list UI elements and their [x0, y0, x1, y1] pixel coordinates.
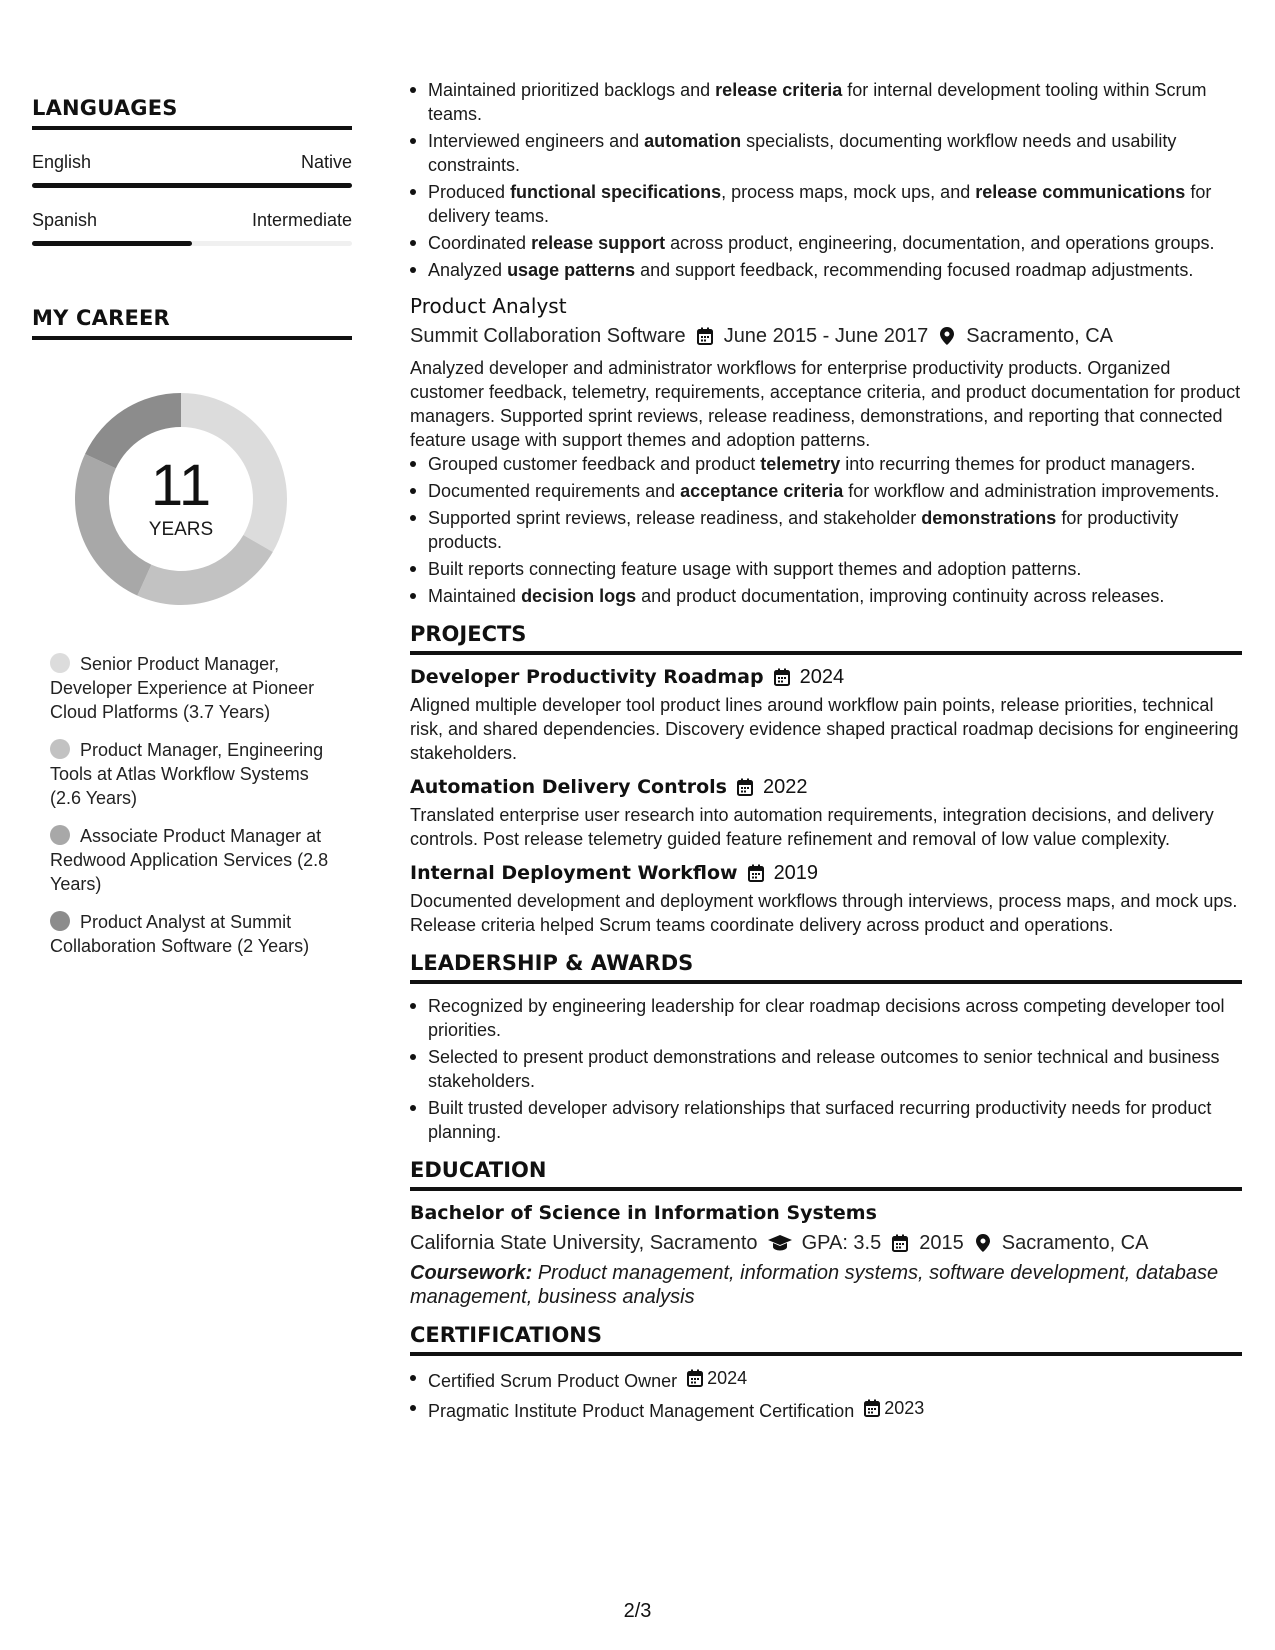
coursework-label: Coursework: [410, 1262, 533, 1284]
legend-dot [50, 653, 70, 673]
list-item [410, 994, 1242, 1042]
bullet-keyword: automation [644, 131, 742, 151]
language-bar [32, 241, 352, 246]
language-name: Spanish [32, 210, 98, 230]
certifications-list [410, 1366, 1242, 1423]
bullet-keyword: acceptance criteria [680, 481, 844, 501]
job-bullets [410, 452, 1242, 608]
project-description: Translated enterprise user research into automation requirements, integration decisions, and delivery controls. Post release telemetry guided feature refinement and removal of low value complexity. [410, 805, 1214, 849]
certification-item [410, 1396, 1242, 1423]
career-legend [50, 652, 340, 958]
certifications-title: CERTIFICATIONS [410, 1323, 1242, 1356]
calendar-icon [748, 864, 764, 882]
bullet-text: and product documentation, improving continuity across releases. [636, 586, 1165, 606]
bullet-text: Maintained [428, 586, 522, 606]
calendar-icon [774, 668, 790, 686]
bullet-text: and support feedback, recommending focused roadmap adjustments. [635, 260, 1194, 280]
education-meta [410, 1231, 1242, 1255]
project-title [410, 861, 1242, 885]
project-name: Automation Delivery Controls [410, 776, 727, 798]
legend-dot [50, 911, 70, 931]
certification-date [687, 1366, 747, 1390]
bullet-text: Coordinated [428, 233, 532, 253]
list-item [410, 258, 1242, 282]
projects-list [410, 665, 1242, 937]
career-legend-item [50, 824, 340, 896]
bullet-text: specialists, documenting workflow needs and usability constraints. [428, 131, 1177, 175]
location-pin-icon [938, 327, 956, 345]
education-year: 2015 [919, 1232, 964, 1254]
calendar-icon [891, 1234, 909, 1252]
bullet-text: Maintained prioritized backlogs and [428, 80, 716, 100]
bullet-keyword: release criteria [715, 80, 843, 100]
career-legend-item [50, 652, 340, 724]
language-name: English [32, 152, 92, 172]
job-location: Sacramento, CA [966, 325, 1114, 347]
calendar-icon [864, 1399, 880, 1417]
education-gpa: GPA: 3.5 [801, 1232, 882, 1254]
job-dates: June 2015 - June 2017 [723, 325, 929, 347]
job-company: Summit Collaboration Software [410, 325, 686, 347]
projects-title: PROJECTS [410, 622, 1242, 655]
legend-label: Senior Product Manager, Developer Experience at Pioneer Cloud Platforms (3.7 Years) [50, 654, 315, 722]
certification-name: Pragmatic Institute Product Management Certification [428, 1401, 855, 1421]
career-unit: YEARS [148, 519, 214, 540]
bullet-keyword: demonstrations [921, 508, 1057, 528]
legend-label: Associate Product Manager at Redwood Application Services (2.8 Years) [50, 826, 329, 894]
certification-year: 2023 [884, 1398, 925, 1418]
calendar-icon [696, 327, 714, 345]
bullet-text: for productivity products. [428, 508, 1179, 552]
legend-label: Product Manager, Engineering Tools at Atlas Workflow Systems (2.6 Years) [50, 740, 324, 808]
project-year: 2024 [799, 666, 845, 688]
career-title: MY CAREER [32, 306, 352, 340]
education-coursework [410, 1261, 1242, 1309]
project-description: Aligned multiple developer tool product lines around workflow pain points, release priorities, technical risk, and shared dependencies. Discovery evidence shaped practical roadmap decisions for engineering stakeholders. [410, 695, 1239, 763]
main-content [410, 78, 1242, 1426]
bullet-text: across product, engineering, documentation, and operations groups. [665, 233, 1215, 253]
bullet-keyword: functional specifications [510, 182, 722, 202]
language-bar-fill [32, 241, 192, 246]
career-legend-item [50, 738, 340, 810]
bullet-keyword: decision logs [521, 586, 637, 606]
page-number: 2/3 [623, 1600, 652, 1622]
project-description: Documented development and deployment workflows through interviews, process maps, and mock ups. Release criteria helped Scrum teams coordinate delivery across product and operations. [410, 891, 1238, 935]
project-year: 2022 [762, 776, 808, 798]
bullet-keyword: release communications [975, 182, 1186, 202]
leadership-title: LEADERSHIP & AWARDS [410, 951, 1242, 984]
sidebar [32, 96, 352, 972]
legend-label: Product Analyst at Summit Collaboration Software (2 Years) [50, 912, 310, 956]
project-name: Internal Deployment Workflow [410, 862, 738, 884]
list-item [410, 129, 1242, 177]
job-summary: Analyzed developer and administrator workflows for enterprise productivity products. Organized customer feedback, telemetry, requirements, acceptance criteria, and product documentation for product managers. Supported sprint reviews, release readiness, demonstrations, and reporting that connected feature usage with support themes and adoption patterns. [410, 358, 1241, 450]
bullet-text: into recurring themes for product managers. [840, 454, 1196, 474]
language-row [32, 210, 352, 231]
calendar-icon [687, 1369, 703, 1387]
certification-date [864, 1396, 924, 1420]
bullet-text: Built trusted developer advisory relationships that surfaced recurring productivity needs for product planning. [428, 1098, 1212, 1142]
bullet-text: Recognized by engineering leadership for clear roadmap decisions across competing developer tool priorities. [428, 996, 1225, 1040]
list-item [410, 78, 1242, 126]
list-item [410, 452, 1242, 476]
job-title: Product Analyst [410, 294, 567, 318]
bullet-text: Grouped customer feedback and product [428, 454, 761, 474]
bullet-text: Built reports connecting feature usage with support themes and adoption patterns. [428, 559, 1082, 579]
languages-list [32, 152, 352, 246]
language-bar-fill [32, 183, 352, 188]
list-item [410, 584, 1242, 608]
certification-year: 2024 [707, 1368, 748, 1388]
languages-title: LANGUAGES [32, 96, 352, 130]
project-year: 2019 [773, 862, 819, 884]
list-item [410, 1096, 1242, 1144]
language-row [32, 152, 352, 173]
career-legend-item [50, 910, 340, 958]
list-item [410, 1045, 1242, 1093]
bullet-text: , process maps, mock ups, and [721, 182, 976, 202]
location-pin-icon [974, 1234, 992, 1252]
project-name: Developer Productivity Roadmap [410, 666, 764, 688]
graduation-cap-icon [768, 1234, 792, 1252]
list-item [410, 479, 1242, 503]
project-title [410, 775, 1242, 799]
bullet-text: Selected to present product demonstrations and release outcomes to senior technical and business stakeholders. [428, 1047, 1220, 1091]
list-item [410, 557, 1242, 581]
language-level: Intermediate [251, 210, 352, 230]
education-school: California State University, Sacramento [410, 1232, 758, 1254]
legend-dot [50, 825, 70, 845]
list-item [410, 231, 1242, 255]
project-title [410, 665, 1242, 689]
legend-dot [50, 739, 70, 759]
certification-name: Certified Scrum Product Owner [428, 1371, 678, 1391]
career-donut-chart [66, 384, 296, 614]
bullet-text: for internal development tooling within Scrum teams. [428, 80, 1207, 124]
coursework-text: Product management, information systems, software development, database management, business analysis [410, 1262, 1219, 1308]
bullet-keyword: telemetry [760, 454, 841, 474]
previous-job-bullets [410, 78, 1242, 282]
bullet-text: Produced [428, 182, 511, 202]
calendar-icon [737, 778, 753, 796]
education-title: EDUCATION [410, 1158, 1242, 1191]
bullet-text: Documented requirements and [428, 481, 681, 501]
education-location: Sacramento, CA [1001, 1232, 1149, 1254]
bullet-text: Analyzed [428, 260, 508, 280]
language-level: Native [300, 152, 352, 172]
bullet-text: for workflow and administration improvements. [843, 481, 1220, 501]
certification-item [410, 1366, 1242, 1393]
education-degree: Bachelor of Science in Information Systems [410, 1202, 877, 1224]
bullet-text: Interviewed engineers and [428, 131, 645, 151]
bullet-keyword: release support [531, 233, 666, 253]
bullet-text: for delivery teams. [428, 182, 1212, 226]
list-item [410, 506, 1242, 554]
list-item [410, 180, 1242, 228]
bullet-keyword: usage patterns [507, 260, 636, 280]
career-total-years: 11 [150, 453, 212, 518]
language-bar [32, 183, 352, 188]
bullet-text: Supported sprint reviews, release readiness, and stakeholder [428, 508, 922, 528]
donut-center [66, 384, 296, 614]
leadership-bullets [410, 994, 1242, 1144]
job-meta [410, 324, 1242, 348]
